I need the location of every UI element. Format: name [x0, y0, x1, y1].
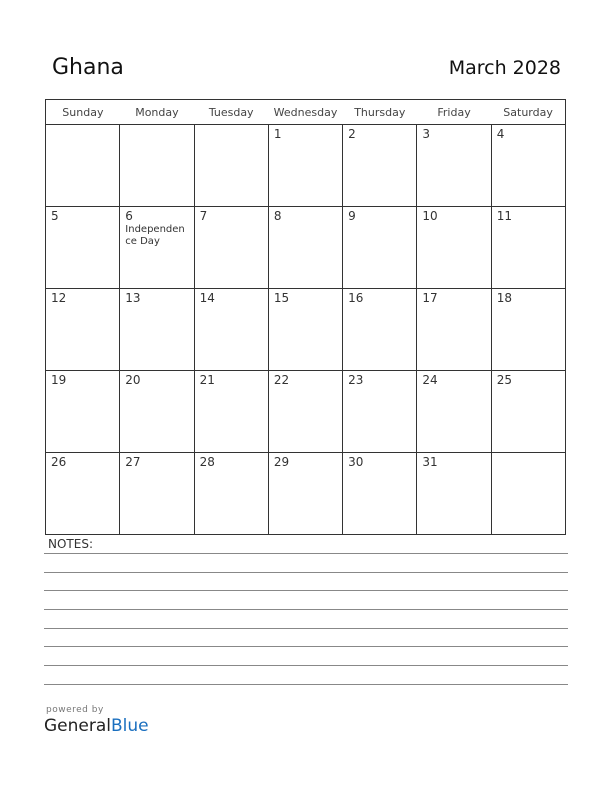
- day-cell: [343, 371, 417, 453]
- calendar-grid: [45, 99, 566, 535]
- day-number: 18: [496, 291, 512, 305]
- day-cell: [417, 207, 491, 289]
- note-line: [44, 590, 568, 591]
- day-cell: [268, 125, 342, 207]
- day-cell: [417, 125, 491, 207]
- week-row: [46, 289, 566, 371]
- day-cell: [268, 207, 342, 289]
- day-number: 15: [273, 291, 290, 305]
- note-line: [44, 628, 568, 629]
- note-line: [44, 609, 568, 610]
- day-number: 9: [348, 209, 356, 223]
- day-number: 14: [199, 291, 215, 305]
- day-cell: [120, 453, 194, 535]
- day-cell: [194, 453, 268, 535]
- day-cell: [268, 371, 342, 453]
- logo-general: General: [44, 716, 111, 736]
- notes-label: NOTES:: [48, 537, 93, 551]
- weekday-friday: Friday: [417, 100, 491, 125]
- day-number: 10: [422, 209, 438, 223]
- day-cell: [194, 125, 268, 207]
- month-year-title: March 2028: [448, 57, 561, 79]
- day-number: 23: [348, 373, 364, 387]
- day-cell: [46, 125, 120, 207]
- week-row: [46, 125, 566, 207]
- weekday-tuesday: Tuesday: [194, 100, 268, 125]
- note-line: [44, 646, 568, 647]
- day-cell: [417, 453, 491, 535]
- day-cell: [194, 207, 268, 289]
- note-line: [44, 572, 568, 573]
- weekday-thursday: Thursday: [343, 100, 417, 125]
- day-cell: [343, 289, 417, 371]
- day-number: 7: [199, 209, 208, 223]
- day-cell: [46, 453, 120, 535]
- day-cell: [343, 207, 417, 289]
- generalblue-logo: [44, 716, 149, 736]
- holiday-label: Independence Day: [125, 224, 185, 247]
- day-cell: [417, 289, 491, 371]
- day-cell: [120, 207, 194, 289]
- week-row: [46, 207, 566, 289]
- day-cell: [120, 371, 194, 453]
- day-cell: [417, 371, 491, 453]
- day-number: 5: [51, 209, 59, 223]
- day-number: 8: [273, 209, 282, 223]
- note-line: [44, 553, 568, 554]
- week-row: [46, 371, 566, 453]
- day-cell: [268, 289, 342, 371]
- day-number: 27: [125, 455, 141, 469]
- logo-blue: Blue: [111, 716, 149, 736]
- week-row: [46, 453, 566, 535]
- day-cell: [491, 453, 565, 535]
- weekday-monday: Monday: [120, 100, 194, 125]
- day-number: 11: [496, 209, 512, 223]
- day-cell: [120, 125, 194, 207]
- day-number: 4: [496, 127, 505, 141]
- day-cell: [491, 207, 565, 289]
- day-number: 24: [422, 373, 438, 387]
- day-cell: [491, 125, 565, 207]
- day-cell: [46, 289, 120, 371]
- day-cell: [343, 453, 417, 535]
- day-number: 1: [273, 127, 282, 141]
- day-number: 2: [348, 127, 356, 141]
- weekday-wednesday: Wednesday: [268, 100, 342, 125]
- day-cell: [194, 371, 268, 453]
- day-number: 21: [199, 373, 215, 387]
- note-line: [44, 665, 568, 666]
- day-cell: [120, 289, 194, 371]
- day-number: 28: [199, 455, 215, 469]
- day-cell: [194, 289, 268, 371]
- day-number: 6: [125, 209, 133, 223]
- weekday-sunday: Sunday: [46, 100, 120, 125]
- day-cell: [491, 289, 565, 371]
- weekday-header-row: [46, 100, 566, 125]
- day-number: 31: [422, 455, 438, 469]
- powered-by-text: powered by: [46, 705, 104, 715]
- day-number: 17: [422, 291, 438, 305]
- day-number: 13: [125, 291, 141, 305]
- day-cell: [491, 371, 565, 453]
- note-line: [44, 684, 568, 685]
- day-number: 25: [496, 373, 512, 387]
- country-title: Ghana: [52, 55, 124, 80]
- day-number: 16: [348, 291, 364, 305]
- day-number: 3: [422, 127, 431, 141]
- day-cell: [46, 371, 120, 453]
- day-number: 12: [51, 291, 67, 305]
- day-number: 29: [273, 455, 290, 469]
- day-number: 19: [51, 373, 67, 387]
- day-cell: [46, 207, 120, 289]
- day-number: 22: [273, 373, 290, 387]
- day-number: 26: [51, 455, 67, 469]
- weekday-saturday: Saturday: [491, 100, 565, 125]
- day-cell: [343, 125, 417, 207]
- day-number: 20: [125, 373, 141, 387]
- day-number: 30: [348, 455, 364, 469]
- day-cell: [268, 453, 342, 535]
